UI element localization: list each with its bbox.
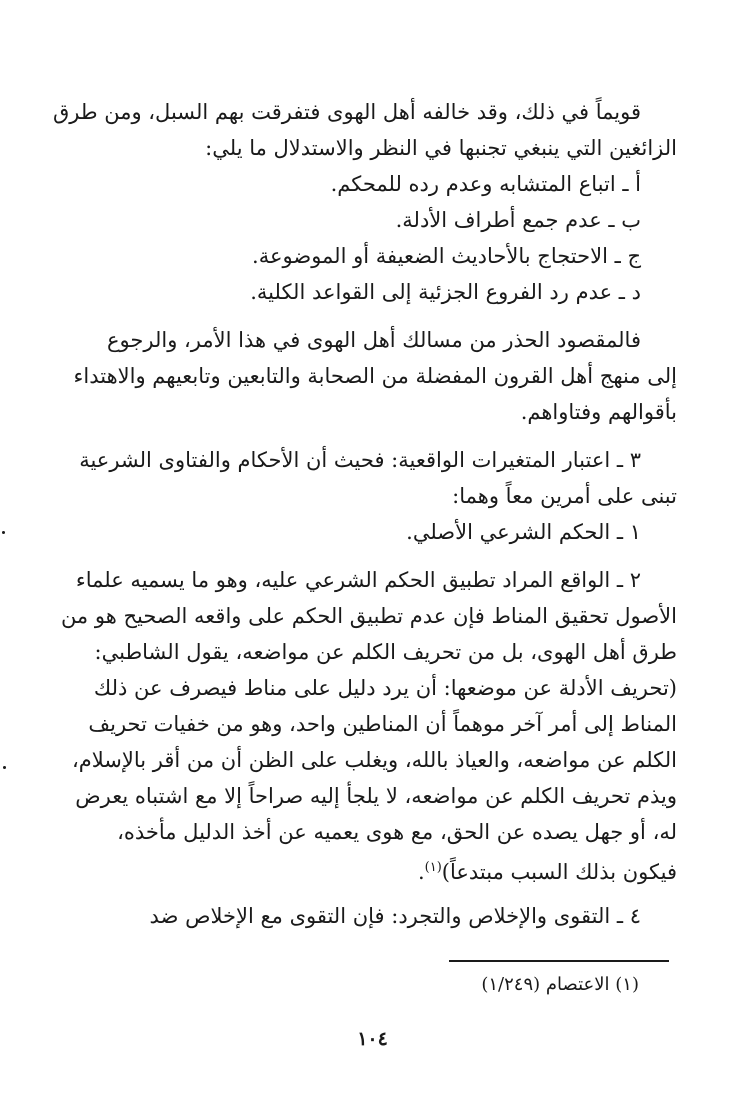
- margin-mark: [2, 531, 5, 534]
- text-line: إلى منهج أهل القرون المفضلة من الصحابة والتابعين وتابعيهم والاهتداء: [73, 364, 677, 388]
- footnote: (١) الاعتصام (١/٢٤٩): [481, 974, 639, 995]
- list-item: ب ـ عدم جمع أطراف الأدلة.: [395, 208, 641, 232]
- list-item: ج ـ الاحتجاج بالأحاديث الضعيفة أو الموضوعة.: [252, 244, 641, 268]
- text-line: الكلم عن مواضعه، والعياذ بالله، ويغلب على الظن أن من أقر بالإسلام،: [71, 748, 677, 772]
- margin-mark: [3, 766, 6, 769]
- text-line: الزائغين التي ينبغي تجنبها في النظر والاستدلال ما يلي:: [205, 136, 677, 160]
- text-line: ويذم تحريف الكلم عن مواضعه، لا يلجأ إليه صراحاً إلا مع اشتباه يعرض: [75, 784, 677, 808]
- text-line: [418, 850, 677, 886]
- text-line: الأصول تحقيق المناط فإن عدم تطبيق الحكم على واقعه الصحيح هو من: [60, 604, 677, 628]
- footnote-separator: [449, 960, 669, 962]
- text-line: طرق أهل الهوى، بل من تحريف الكلم عن مواضعه، يقول الشاطبي:: [94, 640, 677, 664]
- text-line: فالمقصود الحذر من مسالك أهل الهوى في هذا الأمر، والرجوع: [107, 328, 641, 352]
- text-line: المناط إلى أمر آخر موهماً أن المناطين واحد، وهو من خفيات تحريف: [88, 712, 677, 736]
- text-line: ٤ ـ التقوى والإخلاص والتجرد: فإن التقوى مع الإخلاص ضد: [149, 904, 641, 928]
- list-item: أ ـ اتباع المتشابه وعدم رده للمحكم.: [330, 172, 641, 196]
- text-segment: فيكون بذلك السبب مبتدعاً): [441, 860, 677, 884]
- footnote-ref[interactable]: (١): [424, 860, 442, 875]
- page-number: ١٠٤: [357, 1028, 388, 1050]
- list-item: د ـ عدم رد الفروع الجزئية إلى القواعد الكلية.: [250, 280, 641, 304]
- text-line: قويماً في ذلك، وقد خالفه أهل الهوى فتفرقت بهم السبل، ومن طرق: [52, 100, 641, 124]
- text-line: تبنى على أمرين معاً وهما:: [452, 484, 677, 508]
- text-line: (تحريف الأدلة عن موضعها: أن يرد دليل على مناط فيصرف عن ذلك: [93, 676, 677, 700]
- text-line: بأقوالهم وفتاواهم.: [520, 400, 677, 424]
- text-line: ٣ ـ اعتبار المتغيرات الواقعية: فحيث أن الأحكام والفتاوى الشرعية: [79, 448, 641, 472]
- period: .: [417, 860, 425, 884]
- text-line: له، أو جهل يصده عن الحق، مع هوى يعميه عن أخذ الدليل مأخذه،: [117, 820, 677, 844]
- text-line: ٢ ـ الواقع المراد تطبيق الحكم الشرعي عليه، وهو ما يسميه علماء: [75, 568, 641, 592]
- list-item: ١ ـ الحكم الشرعي الأصلي.: [406, 520, 641, 544]
